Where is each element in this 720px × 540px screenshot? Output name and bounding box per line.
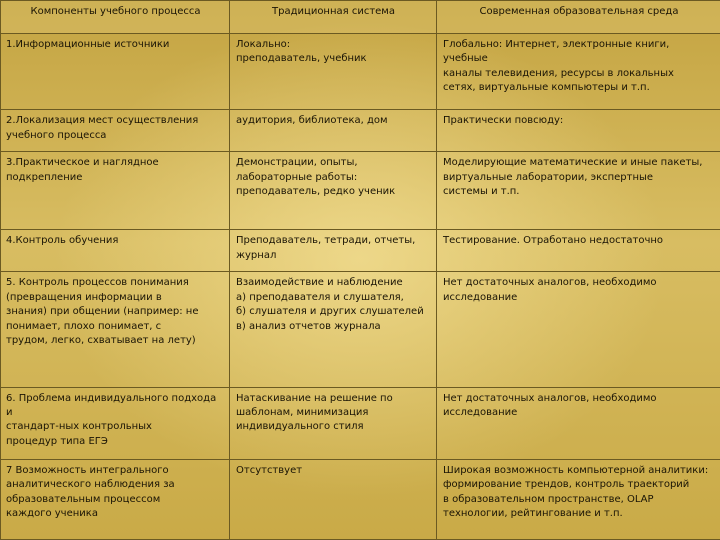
- cell-traditional: Натаскивание на решение по шаблонам, минимизация индивидуального стиля: [230, 387, 437, 459]
- cell-modern: Тестирование. Отработано недостаточно: [437, 230, 720, 272]
- cell-modern: Практически повсюду:: [437, 110, 720, 152]
- cell-modern: Моделирующие математические и иные пакеты, виртуальные лаборатории, экспертные системы и т.п.: [437, 152, 720, 230]
- cell-component: 2.Локализация мест осуществления учебного процесса: [1, 110, 230, 152]
- cell-traditional: Отсутствует: [230, 459, 437, 539]
- cell-modern: Широкая возможность компьютерной аналитики: формирование трендов, контроль траекторий в образовательном пространстве, OLAP технологии, рейтингование и т.п.: [437, 459, 720, 539]
- cell-traditional: Взаимодействие и наблюдение а) преподавателя и слушателя, б) слушателя и других слушателей в) анализ отчетов журнала: [230, 272, 437, 387]
- table-row: [1, 34, 720, 110]
- header-components: Компоненты учебного процесса: [1, 1, 230, 34]
- cell-traditional: Преподаватель, тетради, отчеты, журнал: [230, 230, 437, 272]
- cell-component: 1.Информационные источники: [1, 34, 230, 110]
- cell-component: 7 Возможность интегрального аналитического наблюдения за образовательным процессом каждого ученика: [1, 459, 230, 539]
- table-row: [1, 230, 720, 272]
- header-modern: Современная образовательная среда: [437, 1, 720, 34]
- cell-component: 3.Практическое и наглядное подкрепление: [1, 152, 230, 230]
- cell-traditional: Локально: преподаватель, учебник: [230, 34, 437, 110]
- table-row: [1, 387, 720, 459]
- cell-traditional: аудитория, библиотека, дом: [230, 110, 437, 152]
- cell-component: 6. Проблема индивидуального подхода и стандарт-ных контрольных процедур типа ЕГЭ: [1, 387, 230, 459]
- header-traditional: Традиционная система: [230, 1, 437, 34]
- cell-modern: Нет достаточных аналогов, необходимо исследование: [437, 272, 720, 387]
- cell-component: 5. Контроль процессов понимания (превращения информации в знания) при общении (например: не понимает, плохо понимает, с трудом, легко, схватывает на лету): [1, 272, 230, 387]
- cell-modern: Глобально: Интернет, электронные книги, учебные каналы телевидения, ресурсы в локальных сетях, виртуальные компьютеры и т.п.: [437, 34, 720, 110]
- cell-modern: Нет достаточных аналогов, необходимо исследование: [437, 387, 720, 459]
- cell-component: 4.Контроль обучения: [1, 230, 230, 272]
- table-row: [1, 272, 720, 387]
- table-header-row: [1, 1, 720, 34]
- table-row: [1, 152, 720, 230]
- cell-traditional: Демонстрации, опыты, лабораторные работы: преподаватель, редко ученик: [230, 152, 437, 230]
- table-row: [1, 459, 720, 539]
- table-row: [1, 110, 720, 152]
